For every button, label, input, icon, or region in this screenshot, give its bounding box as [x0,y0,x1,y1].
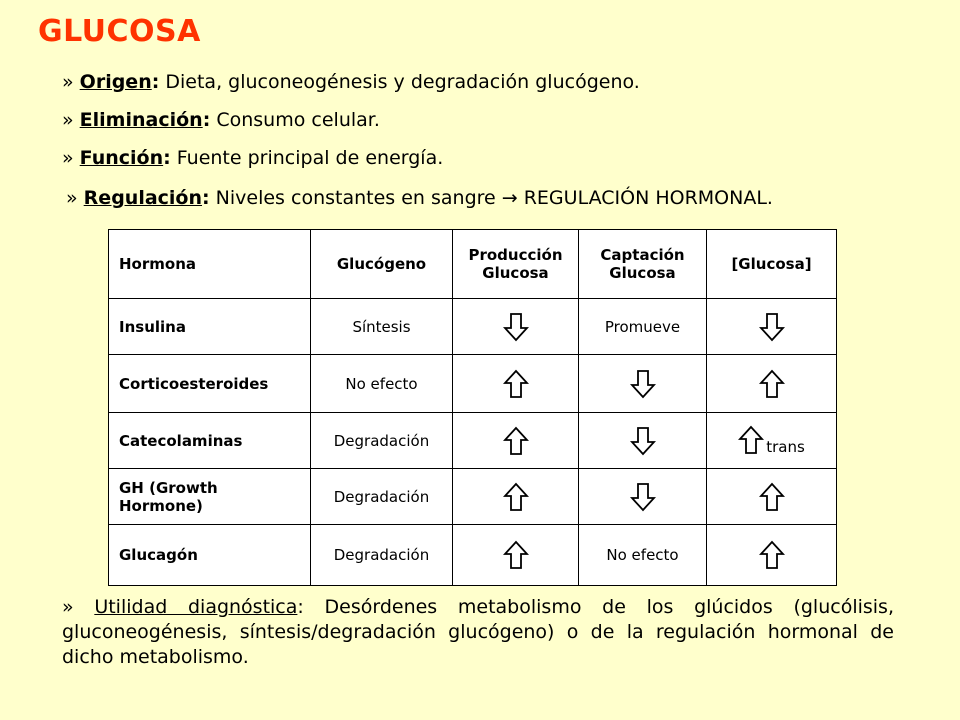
header-produccion: Producción Glucosa [453,230,579,299]
diagnostic-utility [62,595,894,670]
produccion-cell [453,413,579,469]
table-row [109,413,837,469]
bullet-marker: » [62,596,74,618]
bullet-text-2: REGULACIÓN HORMONAL. [517,187,773,209]
glucosa-note: trans [766,438,805,457]
captacion-cell [579,355,707,413]
table-row [109,355,837,413]
down-arrow-icon [630,487,656,505]
bullet-funcion [62,146,443,170]
hormone-name-cell: Insulina [109,299,311,355]
glucosa-cell [707,469,837,525]
hormone-name-cell: Glucagón [109,525,311,586]
glucosa-cell [707,299,837,355]
captacion-cell [579,469,707,525]
right-arrow-icon: → [501,187,518,209]
page-title: GLUCOSA [38,14,201,49]
bullet-sep: : [202,109,211,131]
down-arrow-icon [759,317,785,335]
up-arrow-icon [759,487,785,505]
bullet-text: Dieta, gluconeogénesis y degradación glucógeno. [159,71,640,93]
down-arrow-icon [503,317,529,335]
glucogeno-cell: No efecto [311,355,453,413]
captacion-cell: Promueve [579,299,707,355]
bullet-sep: : [163,147,171,169]
bullet-text: Niveles constantes en sangre [209,187,502,209]
header-captacion: Captación Glucosa [579,230,707,299]
produccion-cell [453,355,579,413]
captacion-cell [579,413,707,469]
produccion-cell [453,469,579,525]
produccion-cell [453,525,579,586]
glucogeno-cell: Degradación [311,413,453,469]
hormone-name-cell: Corticoesteroides [109,355,311,413]
header-glucosa: [Glucosa] [707,230,837,299]
glucogeno-cell: Degradación [311,469,453,525]
captacion-cell: No efecto [579,525,707,586]
glucogeno-cell: Síntesis [311,299,453,355]
up-arrow-icon [759,546,785,564]
glucosa-cell [707,525,837,586]
bullet-key: Origen [79,71,152,93]
diagnostic-text: Desórdenes metabolismo de los glúcidos (glucólisis, gluconeogénesis, síntesis/degradación glucógeno) o de la regulación hormonal de dicho metabolismo. [62,596,894,668]
bullet-key: Función [79,147,164,169]
bullet-origen [62,70,640,94]
glucogeno-cell: Degradación [311,525,453,586]
bullet-key: Regulación [83,187,203,209]
up-arrow-icon [738,430,764,448]
glucosa-cell [707,413,837,469]
bullet-marker: » [66,187,78,209]
hormone-regulation-table [108,229,837,586]
bullet-regulacion [66,186,773,210]
up-arrow-icon [503,374,529,392]
bullet-key: Eliminación [79,109,203,131]
header-hormona: Hormona [109,230,311,299]
up-arrow-icon [503,546,529,564]
bullet-sep: : [202,187,210,209]
bullet-marker: » [62,109,74,131]
glucosa-cell [707,355,837,413]
down-arrow-icon [630,431,656,449]
bullet-text: Consumo celular. [210,109,380,131]
hormone-name-cell: Catecolaminas [109,413,311,469]
up-arrow-icon [759,374,785,392]
bullet-eliminacion [62,108,380,132]
header-glucogeno: Glucógeno [311,230,453,299]
up-arrow-icon [503,487,529,505]
diagnostic-sep: : [297,596,304,618]
down-arrow-icon [630,374,656,392]
bullet-sep: : [151,71,160,93]
bullet-marker: » [62,71,74,93]
diagnostic-key: Utilidad diagnóstica [94,596,298,618]
bullet-text: Fuente principal de energía. [170,147,444,169]
table-header-row [109,230,837,299]
table-row [109,525,837,586]
table-row [109,469,837,525]
up-arrow-icon [503,431,529,449]
bullet-marker: » [62,147,74,169]
table-row [109,299,837,355]
produccion-cell [453,299,579,355]
hormone-name-cell: GH (Growth Hormone) [109,469,311,525]
